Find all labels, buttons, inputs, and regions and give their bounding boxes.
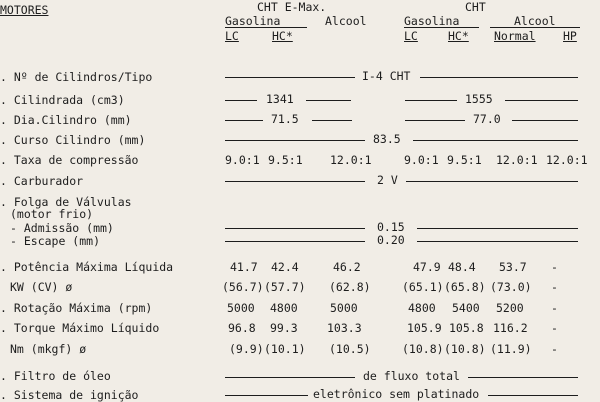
header-hc-2: HC* bbox=[448, 29, 469, 43]
leader-line bbox=[468, 377, 578, 378]
leader-line bbox=[406, 181, 578, 182]
value-carburador: 2 V bbox=[377, 173, 398, 187]
header-lc-2: LC bbox=[404, 29, 418, 43]
header-hp: HP bbox=[563, 29, 577, 43]
value-potencia: 41.7 bbox=[230, 260, 258, 274]
leader-line bbox=[225, 100, 257, 101]
value-escape: 0.20 bbox=[377, 233, 405, 247]
header-gasolina-1: Gasolina bbox=[225, 14, 281, 28]
leader-line bbox=[225, 395, 308, 396]
value-taxa: 9.0:1 bbox=[404, 153, 439, 167]
value-taxa: 12.0:1 bbox=[546, 153, 588, 167]
value-potencia: 53.7 bbox=[499, 260, 527, 274]
leader-line bbox=[413, 140, 578, 141]
value-ignicao: eletrônico sem platinado bbox=[313, 387, 480, 401]
value-taxa: 9.5:1 bbox=[447, 153, 482, 167]
value-kw: (57.7) bbox=[264, 280, 306, 294]
leader-line bbox=[512, 120, 578, 121]
value-rotacao: 5000 bbox=[227, 301, 255, 315]
label-nm: Nm (mkgf) ø bbox=[10, 342, 87, 356]
value-taxa: 9.5:1 bbox=[268, 153, 303, 167]
value-torque: 116.2 bbox=[493, 321, 528, 335]
value-potencia: 48.4 bbox=[448, 260, 476, 274]
label-folga-sub: (motor frio) bbox=[10, 207, 94, 221]
value-taxa: 12.0:1 bbox=[496, 153, 538, 167]
value-nm: (9.9) bbox=[229, 342, 264, 356]
value-dia-emax: 71.5 bbox=[271, 112, 299, 126]
label-carburador: . Carburador bbox=[0, 174, 84, 188]
leader-line bbox=[405, 100, 457, 101]
value-kw: (56.7) bbox=[222, 280, 264, 294]
value-kw: (65.8) bbox=[444, 280, 486, 294]
label-ignicao: . Sistema de ignição bbox=[0, 388, 139, 402]
value-kw: (65.1) bbox=[402, 280, 444, 294]
header-rule bbox=[490, 27, 580, 28]
leader-line bbox=[417, 228, 578, 229]
label-taxa: . Taxa de compressão bbox=[0, 153, 139, 167]
value-taxa: 9.0:1 bbox=[225, 153, 260, 167]
header-alcool-2: Alcool bbox=[514, 14, 556, 28]
leader-line bbox=[225, 228, 365, 229]
value-rotacao: - bbox=[551, 301, 558, 315]
label-potencia: . Potência Máxima Líquida bbox=[0, 260, 174, 274]
value-nm: (10.8) bbox=[402, 342, 444, 356]
header-cht-emax: CHT E-Max. bbox=[257, 0, 327, 14]
leader-line bbox=[417, 241, 578, 242]
header-lc-1: LC bbox=[225, 29, 239, 43]
value-cil-cht: 1555 bbox=[465, 92, 493, 106]
leader-line bbox=[312, 120, 352, 121]
header-rule bbox=[404, 27, 479, 28]
leader-line bbox=[225, 77, 355, 78]
leader-line bbox=[225, 181, 365, 182]
leader-line bbox=[420, 77, 578, 78]
header-gasolina-2: Gasolina bbox=[404, 14, 460, 28]
value-torque: - bbox=[551, 321, 558, 335]
leader-line bbox=[225, 241, 365, 242]
value-dia-cht: 77.0 bbox=[473, 112, 501, 126]
header-normal: Normal bbox=[494, 29, 536, 43]
value-kw: (73.0) bbox=[490, 280, 532, 294]
value-torque: 105.9 bbox=[407, 321, 442, 335]
value-torque: 105.8 bbox=[449, 321, 484, 335]
value-taxa: 12.0:1 bbox=[330, 153, 372, 167]
value-nm: (10.5) bbox=[329, 342, 371, 356]
label-diametro: . Dia.Cilindro (mm) bbox=[0, 113, 132, 127]
value-rotacao: 5000 bbox=[330, 301, 358, 315]
value-admissao: 0.15 bbox=[377, 220, 405, 234]
value-nm: - bbox=[551, 342, 558, 356]
label-cilindros: . Nº de Cilindros/Tipo bbox=[0, 70, 153, 84]
value-rotacao: 5200 bbox=[496, 301, 524, 315]
value-torque: 99.3 bbox=[270, 321, 298, 335]
value-filtro: de fluxo total bbox=[363, 369, 460, 383]
leader-line bbox=[225, 377, 355, 378]
value-torque: 96.8 bbox=[228, 321, 256, 335]
leader-line bbox=[225, 140, 365, 141]
label-curso: . Curso Cilindro (mm) bbox=[0, 133, 146, 147]
label-admissao: - Admissão (mm) bbox=[10, 221, 114, 235]
leader-line bbox=[405, 120, 465, 121]
leader-line bbox=[505, 100, 578, 101]
value-kw: - bbox=[551, 280, 558, 294]
header-alcool-1: Alcool bbox=[325, 14, 367, 28]
value-nm: (10.1) bbox=[264, 342, 306, 356]
value-potencia: - bbox=[551, 260, 558, 274]
header-rule bbox=[225, 27, 307, 28]
header-hc-1: HC* bbox=[272, 29, 293, 43]
header-cht: CHT bbox=[465, 0, 486, 14]
leader-line bbox=[225, 120, 263, 121]
value-curso: 83.5 bbox=[373, 132, 401, 146]
value-kw: (62.8) bbox=[329, 280, 371, 294]
value-rotacao: 4800 bbox=[408, 301, 436, 315]
section-title: MOTORES bbox=[0, 3, 49, 17]
value-cil-emax: 1341 bbox=[266, 92, 294, 106]
label-escape: - Escape (mm) bbox=[10, 234, 101, 248]
label-torque: . Torque Máximo Líquido bbox=[0, 321, 160, 335]
value-nm: (10.8) bbox=[444, 342, 486, 356]
label-cilindrada: . Cilindrada (cm3) bbox=[0, 93, 125, 107]
value-potencia: 47.9 bbox=[413, 260, 441, 274]
value-rotacao: 5400 bbox=[452, 301, 480, 315]
label-kw: KW (CV) ø bbox=[10, 280, 73, 294]
label-folga: . Folga de Válvulas bbox=[0, 195, 132, 209]
value-torque: 103.3 bbox=[327, 321, 362, 335]
value-tipo: I-4 CHT bbox=[362, 69, 411, 83]
value-potencia: 46.2 bbox=[333, 260, 361, 274]
label-filtro: . Filtro de óleo bbox=[0, 369, 111, 383]
value-rotacao: 4800 bbox=[270, 301, 298, 315]
value-nm: (11.9) bbox=[490, 342, 532, 356]
leader-line bbox=[306, 100, 351, 101]
label-rotacao: . Rotação Máxima (rpm) bbox=[0, 301, 153, 315]
leader-line bbox=[488, 395, 578, 396]
value-potencia: 42.4 bbox=[271, 260, 299, 274]
